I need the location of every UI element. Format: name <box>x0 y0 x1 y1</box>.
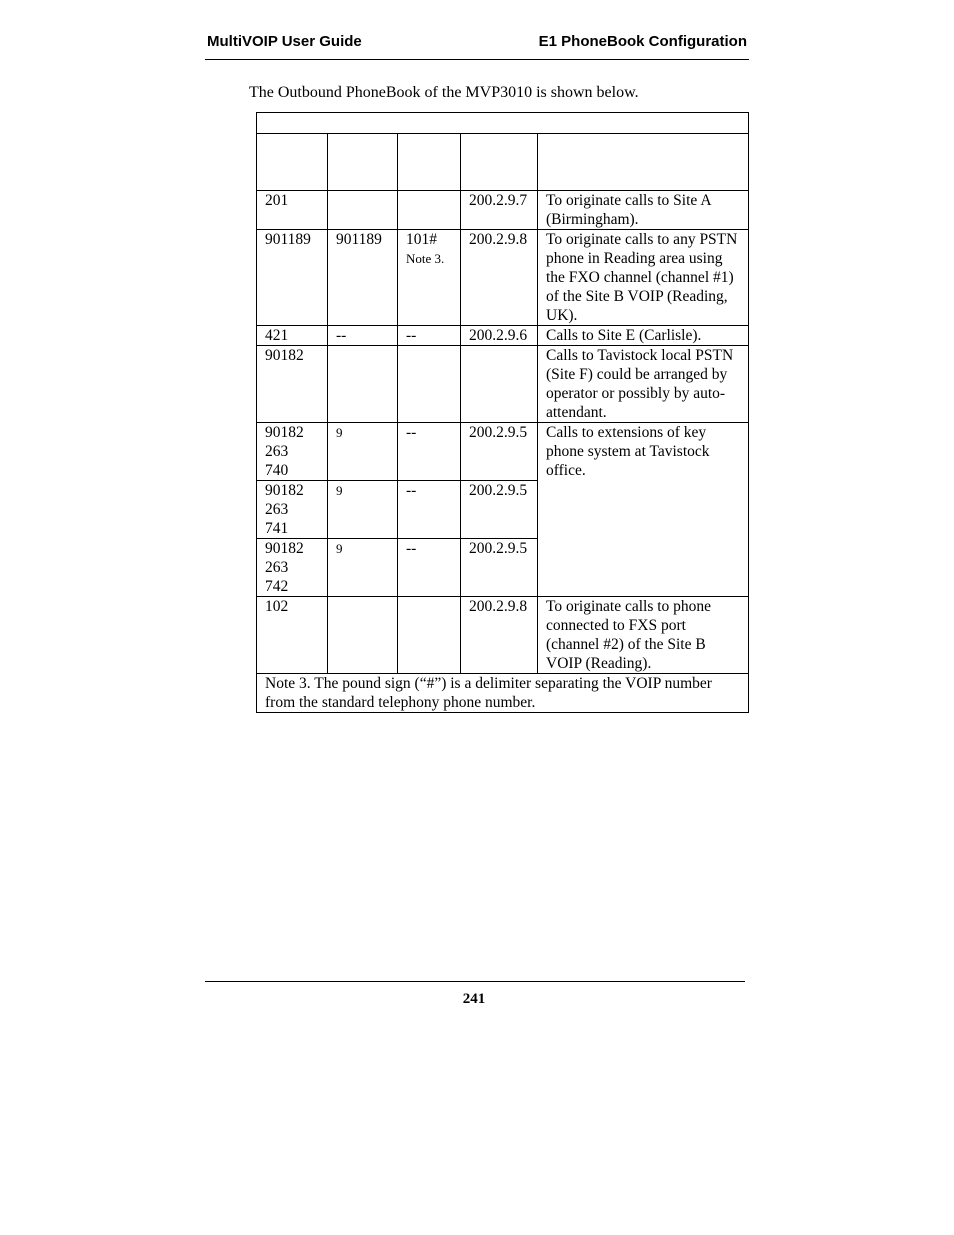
running-header-title: MultiVOIP User Guide <box>207 33 362 50</box>
description-cell: Calls to Tavistock local PSTN (Site F) could be arranged by operator or possibly by auto-attendant. <box>538 346 749 423</box>
remove-prefix-cell: 9 <box>328 423 398 481</box>
ip-address-cell <box>461 346 538 423</box>
ip-address-cell: 200.2.9.5 <box>461 423 538 481</box>
description-cell: To originate calls to Site A (Birmingham). <box>538 191 749 230</box>
remove-prefix-cell <box>328 597 398 674</box>
dest-pattern-cell: 201 <box>257 191 328 230</box>
table-row <box>257 326 749 346</box>
remove-prefix-cell: -- <box>328 326 398 346</box>
add-prefix-cell: 101# Note 3. <box>398 230 461 326</box>
ip-address-cell: 200.2.9.8 <box>461 230 538 326</box>
table-header-row <box>257 134 749 191</box>
running-header-section: E1 PhoneBook Configuration <box>538 33 747 50</box>
dest-pattern-cell: 90182 263 740 <box>257 423 328 481</box>
description-cell: Calls to Site E (Carlisle). <box>538 326 749 346</box>
table-title-cell <box>257 113 749 134</box>
add-prefix-cell <box>398 597 461 674</box>
remove-prefix-cell: 9 <box>328 481 398 539</box>
ip-address-cell: 200.2.9.8 <box>461 597 538 674</box>
remove-prefix-cell <box>328 191 398 230</box>
table-row <box>257 597 749 674</box>
table-title-row <box>257 113 749 134</box>
add-prefix-cell: -- <box>398 481 461 539</box>
remove-prefix-cell: 901189 <box>328 230 398 326</box>
ip-address-cell: 200.2.9.7 <box>461 191 538 230</box>
table-row <box>257 423 749 481</box>
add-prefix-cell: -- <box>398 539 461 597</box>
ip-address-cell: 200.2.9.5 <box>461 539 538 597</box>
header-cell <box>328 134 398 191</box>
ip-address-cell: 200.2.9.5 <box>461 481 538 539</box>
remove-prefix-cell <box>328 346 398 423</box>
table-row <box>257 191 749 230</box>
ip-address-cell: 200.2.9.6 <box>461 326 538 346</box>
table-row <box>257 346 749 423</box>
outbound-phonebook-table <box>256 112 749 713</box>
dest-pattern-cell: 90182 263 741 <box>257 481 328 539</box>
table-row <box>257 230 749 326</box>
header-cell <box>461 134 538 191</box>
header-cell <box>538 134 749 191</box>
footer-rule <box>205 981 745 982</box>
dest-pattern-cell: 90182 <box>257 346 328 423</box>
header-cell <box>398 134 461 191</box>
add-prefix-cell: -- <box>398 326 461 346</box>
footnote-cell: Note 3. The pound sign (“#”) is a delimiter separating the VOIP number from the standard telephony phone number. <box>257 674 749 713</box>
table-footnote-row <box>257 674 749 713</box>
dest-pattern-cell: 421 <box>257 326 328 346</box>
header-rule <box>205 59 749 60</box>
page-number: 241 <box>462 991 486 1007</box>
description-cell: To originate calls to any PSTN phone in Reading area using the FXO channel (channel #1) of the Site B VOIP (Reading, UK). <box>538 230 749 326</box>
intro-paragraph: The Outbound PhoneBook of the MVP3010 is shown below. <box>249 84 639 101</box>
remove-prefix-cell: 9 <box>328 539 398 597</box>
dest-pattern-cell: 901189 <box>257 230 328 326</box>
add-prefix-cell <box>398 346 461 423</box>
dest-pattern-cell: 90182 263 742 <box>257 539 328 597</box>
description-cell: Calls to extensions of key phone system at Tavistock office. <box>538 423 749 597</box>
header-cell <box>257 134 328 191</box>
note-reference: Note 3. <box>406 251 445 266</box>
add-prefix-cell: -- <box>398 423 461 481</box>
add-prefix-cell <box>398 191 461 230</box>
description-cell: To originate calls to phone connected to FXS port (channel #2) of the Site B VOIP (Reading). <box>538 597 749 674</box>
dest-pattern-cell: 102 <box>257 597 328 674</box>
